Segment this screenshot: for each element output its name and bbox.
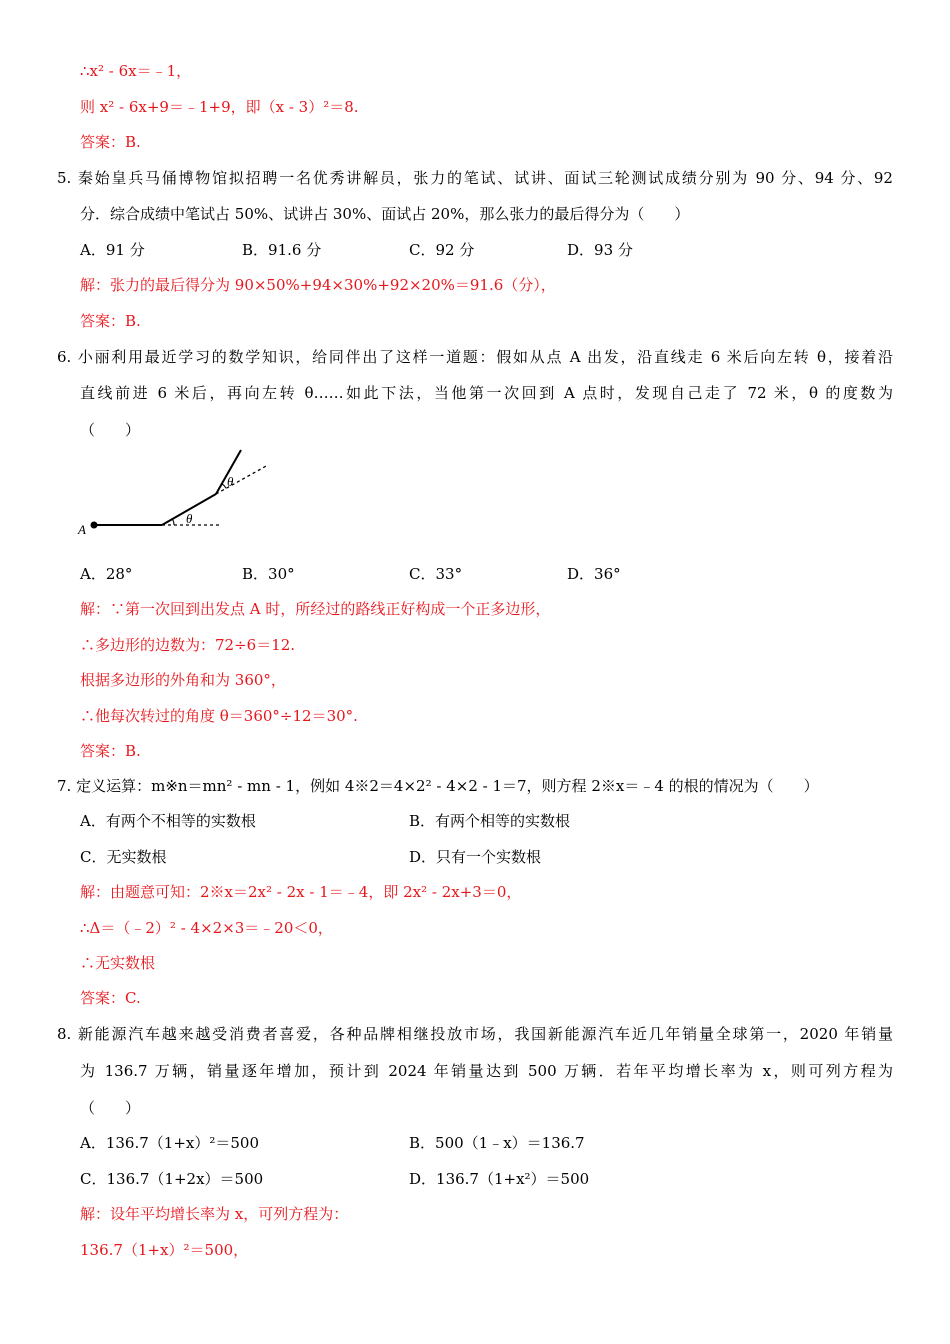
q6-solution-line: ∴多边形的边数为：72÷6＝12. xyxy=(80,636,296,654)
q5-solution: 解：张力的最后得分为 90×50%+94×30%+92×20%＝91.6（分）， xyxy=(80,276,556,294)
q5-stem-line1: 5. 秦始皇兵马俑博物馆拟招聘一名优秀讲解员，张力的笔试、试讲、面试三轮测试成绩分别为 90 分、94 分、92 xyxy=(57,169,893,187)
q6-option-a: A．28° xyxy=(80,565,133,583)
q6-option-c: C．33° xyxy=(409,565,463,583)
q6-solution-line: ∴他每次转过的角度 θ＝360°÷12＝30°. xyxy=(80,707,358,725)
q6-solution-line: 解：∵第一次回到出发点 A 时，所经过的路线正好构成一个正多边形， xyxy=(80,600,551,618)
q8-stem-line2: 为 136.7 万辆，销量逐年增加，预计到 2024 年销量达到 500 万辆．若年平均增长率为 x，则可列方程为 xyxy=(80,1062,893,1080)
q7-option-c: C．无实数根 xyxy=(80,848,167,866)
q8-option-a: A．136.7（1+x）²＝500 xyxy=(80,1134,259,1152)
q5-answer: 答案：B. xyxy=(80,312,141,330)
q5-option-c: C．92 分 xyxy=(409,241,475,259)
q5-number: 5. xyxy=(57,169,72,187)
q6-solution-line: 根据多边形的外角和为 360°， xyxy=(80,671,286,689)
q7-solution-line: 解：由题意可知：2※x＝2x² - 2x - 1＝﹣4，即 2x² - 2x+3＝0， xyxy=(80,883,522,901)
q8-stem-line3: （ ） xyxy=(80,1099,141,1117)
q5-stem-line2: 分．综合成绩中笔试占 50%、试讲占 30%、面试占 20%，那么张力的最后得分为（ ） xyxy=(80,205,690,223)
q8-solution-line: 解：设年平均增长率为 x，可列方程为： xyxy=(80,1205,349,1223)
q8-option-c: C．136.7（1+2x）＝500 xyxy=(80,1170,264,1188)
angle-arc-2 xyxy=(222,484,226,489)
q6-stem-line2: 直线前进 6 米后，再向左转 θ……如此下法，当他第一次回到 A 点时，发现自己走了 72 米，θ 的度数为 xyxy=(80,384,893,402)
q7-answer: 答案：C. xyxy=(80,989,141,1007)
q5-option-d: D．93 分 xyxy=(567,241,633,259)
q8-number: 8. xyxy=(57,1025,72,1043)
q8-option-d: D．136.7（1+x²）＝500 xyxy=(409,1170,590,1188)
point-a-label: A xyxy=(78,522,86,537)
q7-solution-line: ∴无实数根 xyxy=(80,954,156,972)
q7-stem-line1: 7. 定义运算：m※n＝mn² - mn - 1，例如 4※2＝4×2² - 4×2 - 1＝7，则方程 2※x＝﹣4 的根的情况为（ ） xyxy=(57,777,819,795)
q7-option-a: A．有两个不相等的实数根 xyxy=(80,812,256,830)
q8-solution-line: 136.7（1+x）²＝500， xyxy=(80,1241,249,1259)
solution-line: 则 x² - 6x+9＝﹣1+9，即（x - 3）²＝8. xyxy=(80,98,359,116)
q7-option-b: B．有两个相等的实数根 xyxy=(409,812,571,830)
q5-option-b: B．91.6 分 xyxy=(242,241,322,259)
solution-line: ∴x² - 6x＝﹣1， xyxy=(80,62,192,80)
q6-option-d: D．36° xyxy=(567,565,621,583)
angle-arc-1 xyxy=(172,519,174,525)
turning-path-figure xyxy=(76,448,276,540)
q6-answer: 答案：B. xyxy=(80,742,141,760)
q6-stem-line1: 6. 小丽利用最近学习的数学知识，给同伴出了这样一道题：假如从点 A 出发，沿直线走 6 米后向左转 θ，接着沿 xyxy=(57,348,893,366)
q6-option-b: B．30° xyxy=(242,565,295,583)
q6-stem-line3: （ ） xyxy=(80,421,141,439)
theta-label-2: θ xyxy=(227,474,234,489)
q7-number: 7. xyxy=(57,777,72,795)
q8-stem-line1: 8. 新能源汽车越来越受消费者喜爱，各种品牌相继投放市场，我国新能源汽车近几年销量全球第一，2020 年销量 xyxy=(57,1025,893,1043)
point-a-dot xyxy=(91,522,98,529)
q6-number: 6. xyxy=(57,348,72,366)
theta-label-1: θ xyxy=(186,511,193,526)
q7-solution-line: ∴Δ＝（﹣2）² - 4×2×3＝﹣20＜0， xyxy=(80,919,333,937)
q5-option-a: A．91 分 xyxy=(80,241,145,259)
q7-option-d: D．只有一个实数根 xyxy=(409,848,542,866)
answer-line: 答案：B. xyxy=(80,133,141,151)
q8-option-b: B．500（1﹣x）＝136.7 xyxy=(409,1134,585,1152)
